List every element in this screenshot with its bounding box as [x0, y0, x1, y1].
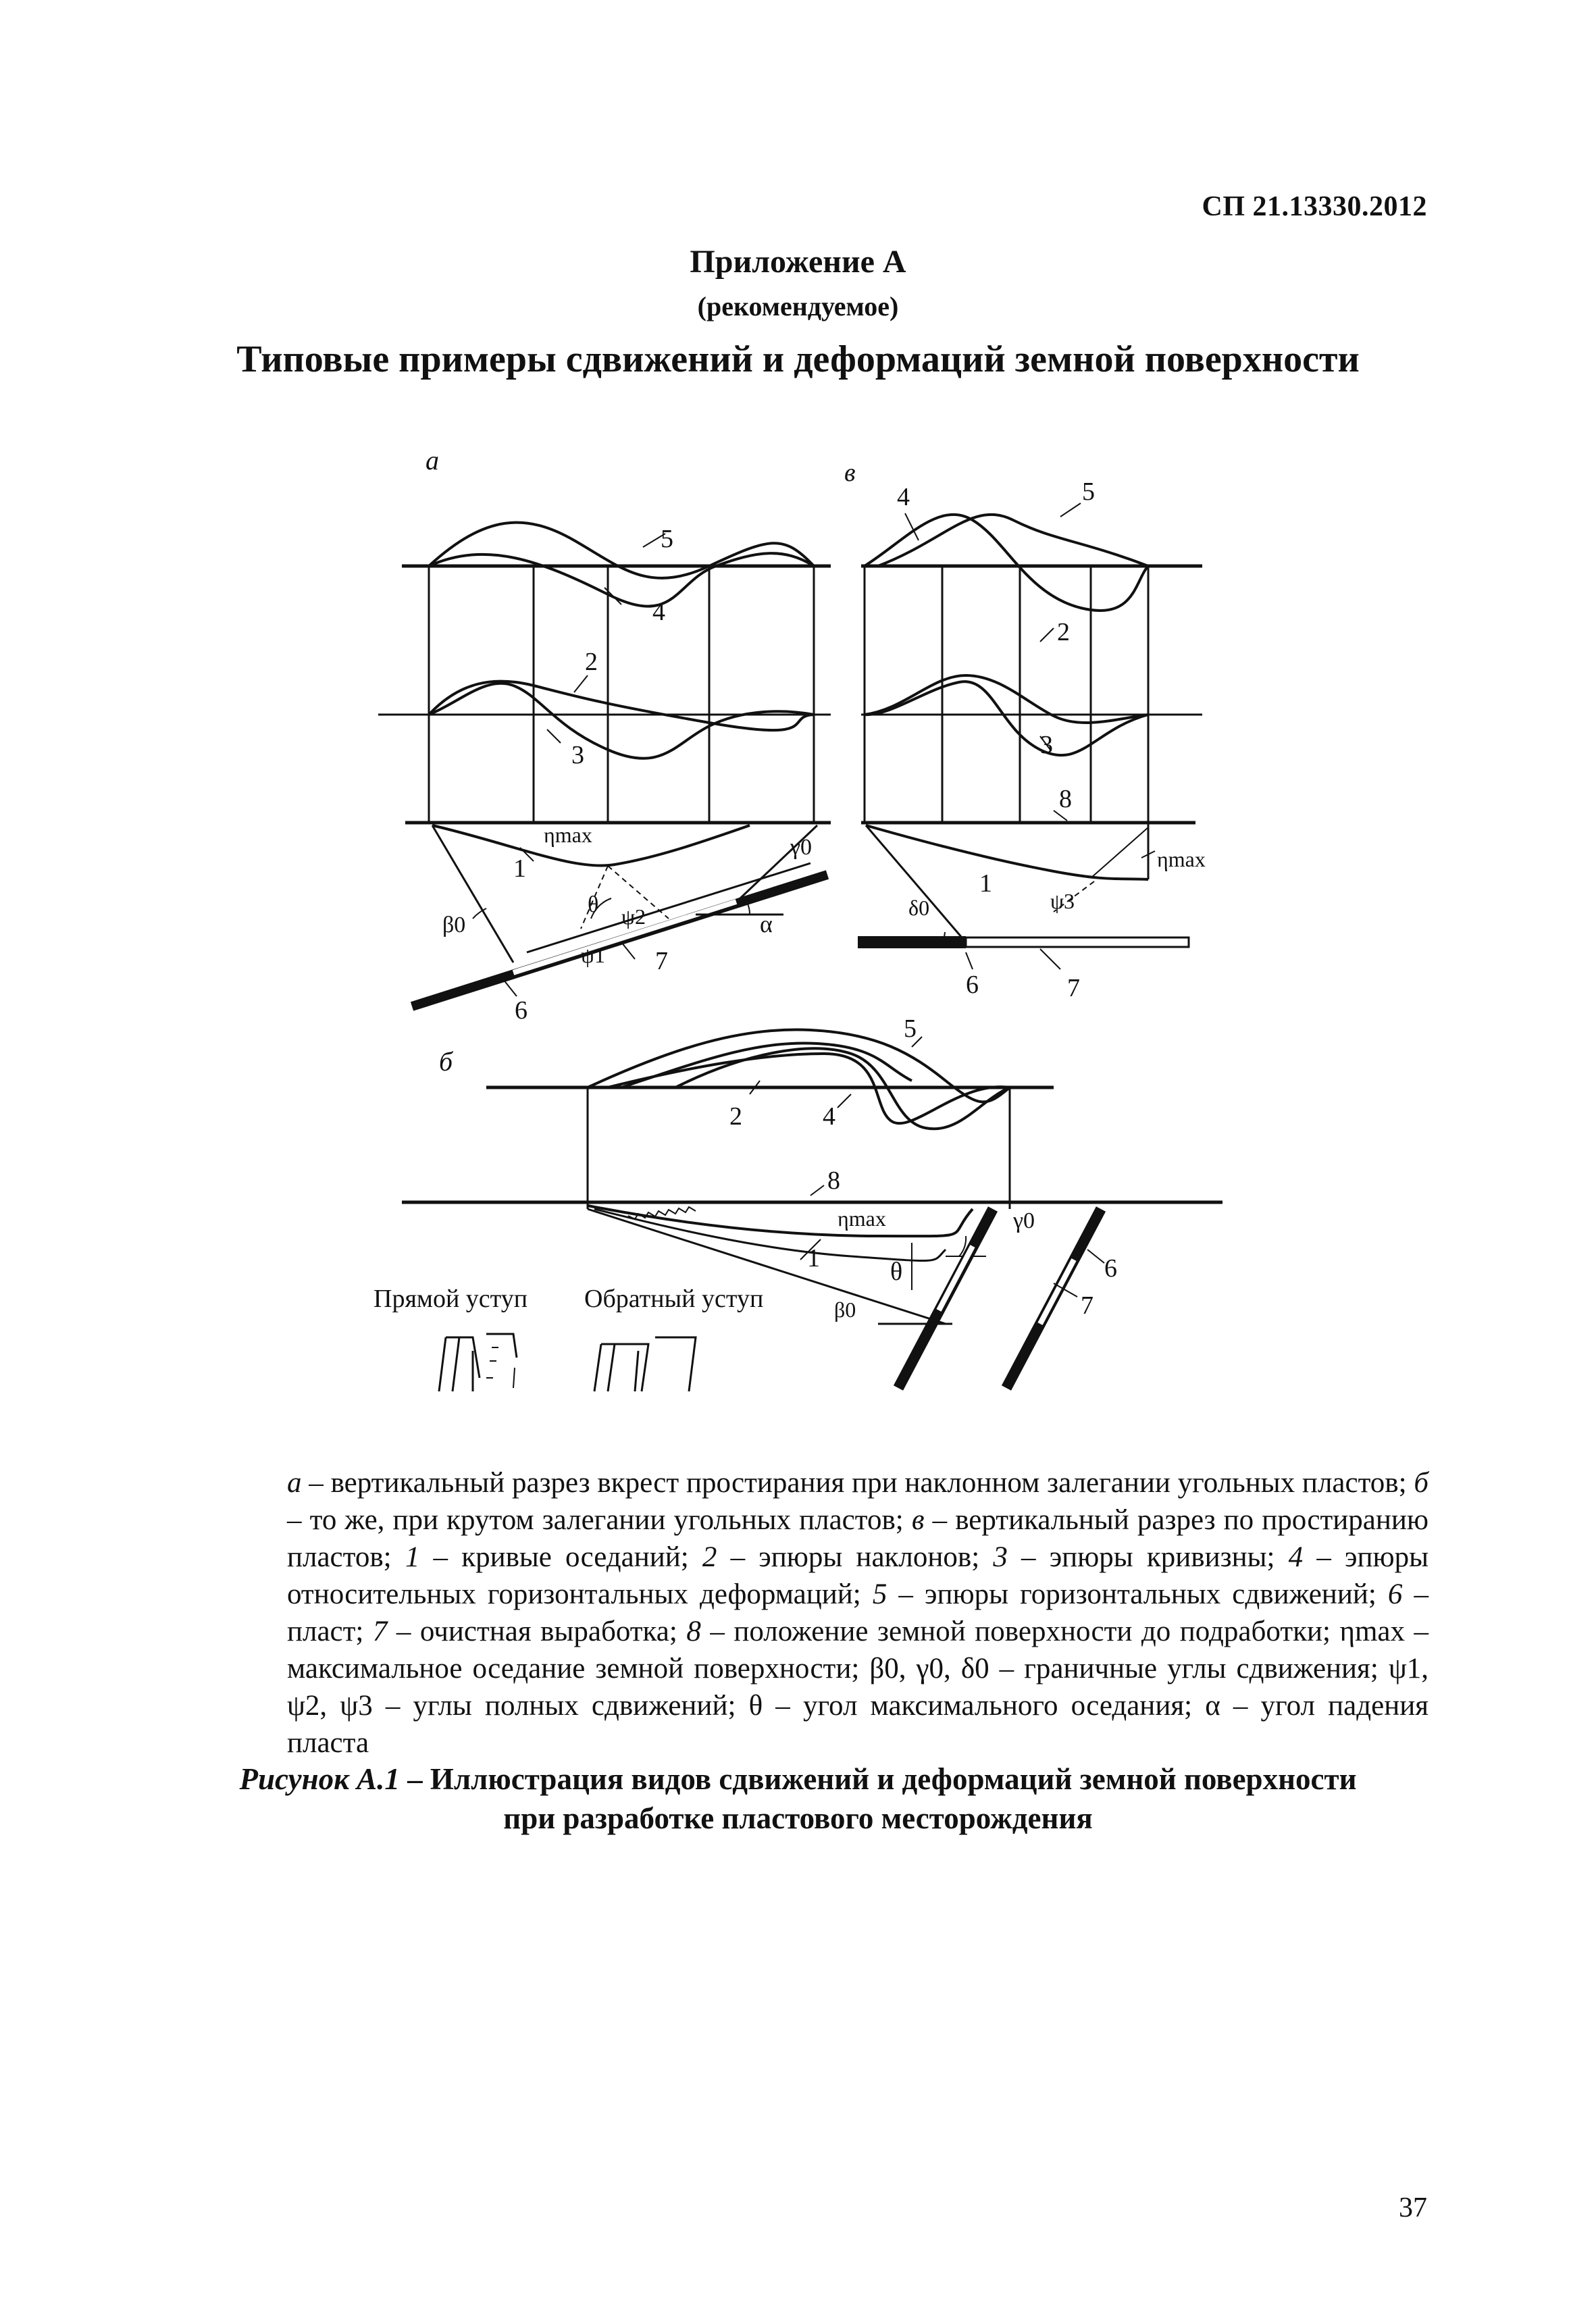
label-b-1: 1 — [807, 1244, 820, 1272]
legend-key-2: 2 — [702, 1541, 717, 1573]
legend-key-7: 7 — [372, 1616, 388, 1647]
label-b-8: 8 — [827, 1166, 840, 1195]
legend-text-7: – очистная выработка; — [387, 1616, 677, 1647]
figure-title-line1: – Иллюстрация видов сдвижений и деформаций земной поверхности — [399, 1762, 1357, 1796]
legend-key-8: 8 — [686, 1616, 701, 1647]
legend-text-v: – вертикальный разрез по простиранию пластов; — [287, 1504, 1428, 1573]
label-a-7: 7 — [655, 947, 668, 975]
figure-title-line2: при разработке пластового месторождения — [503, 1801, 1093, 1835]
label-a-alpha: α — [760, 910, 773, 937]
legend-psi: ψ1, ψ2, ψ3 – углы полных сдвижений; — [287, 1653, 1429, 1722]
label-a-beta0: β0 — [442, 912, 466, 937]
legend-key-4: 4 — [1288, 1541, 1304, 1573]
label-a-6: 6 — [515, 996, 527, 1025]
label-a-eta-max: ηmax — [544, 823, 592, 847]
label-a-5: 5 — [661, 525, 673, 553]
figure-number: Рисунок А.1 — [239, 1762, 400, 1796]
label-b-eta-max: ηmax — [838, 1206, 886, 1231]
label-v-psi3: ψ3 — [1050, 889, 1075, 913]
document-code: СП 21.13330.2012 — [1202, 191, 1427, 222]
label-v-3: 3 — [1040, 731, 1053, 759]
label-b-theta: θ — [890, 1258, 903, 1286]
legend-text-8: – положение земной поверхности до подработки; — [700, 1616, 1331, 1647]
label-a-psi2: ψ2 — [621, 904, 646, 929]
label-a-4: 4 — [652, 598, 665, 626]
label-b-5: 5 — [904, 1014, 917, 1043]
legend-alpha: α – угол падения пласта — [287, 1690, 1429, 1759]
legend-key-1: 1 — [405, 1541, 420, 1573]
label-v-8: 8 — [1059, 785, 1072, 813]
label-v-1: 1 — [979, 869, 992, 898]
label-b-2: 2 — [729, 1102, 742, 1131]
figure-title — [0, 1759, 1596, 1838]
label-b-beta0: β0 — [834, 1297, 856, 1322]
label-b-gamma0: γ0 — [1013, 1208, 1035, 1233]
label-a-2: 2 — [585, 648, 598, 676]
label-v-7: 7 — [1067, 974, 1080, 1002]
legend-eta: ηmax – максимальное оседание земной поверхности; — [287, 1616, 1429, 1685]
legend-angles: β0, γ0, δ0 – граничные углы сдвижения; — [869, 1653, 1379, 1685]
legend-text-3: – эпюры кривизны; — [1007, 1541, 1275, 1573]
legend-key-a: а — [287, 1467, 302, 1499]
legend-text-2: – эпюры наклонов; — [717, 1541, 980, 1573]
legend-text-5: – эпюры горизонтальных сдвижений; — [887, 1578, 1376, 1610]
label-a-theta: θ — [588, 892, 599, 917]
label-v-6: 6 — [966, 971, 979, 999]
legend-key-6: 6 — [1387, 1578, 1403, 1610]
legend-theta: θ – угол максимального оседания; — [748, 1690, 1193, 1722]
label-v-2: 2 — [1057, 618, 1070, 646]
legend-text-a: – вертикальный разрез вкрест простирания при наклонном залегании угольных пластов; — [301, 1467, 1407, 1499]
label-a-psi1: ψ1 — [581, 943, 606, 967]
label-a-gamma0: γ0 — [790, 835, 813, 860]
appendix-title: Приложение А — [690, 244, 906, 280]
label-v-delta0: δ0 — [908, 896, 930, 920]
legend-text-1: – кривые оседаний; — [419, 1541, 689, 1573]
label-a-1: 1 — [513, 854, 526, 883]
appendix-subtitle: (рекомендуемое) — [697, 291, 899, 322]
label-b-4: 4 — [823, 1102, 835, 1131]
legend-key-v: в — [911, 1504, 925, 1536]
legend-key-3: 3 — [993, 1541, 1008, 1573]
label-v-4: 4 — [897, 483, 910, 511]
page-title: Типовые примеры сдвижений и деформаций земной поверхности — [236, 338, 1360, 380]
page-number: 37 — [1399, 2192, 1427, 2223]
panel-b-label: б — [439, 1046, 453, 1077]
step-direct-label: Прямой уступ — [374, 1285, 528, 1313]
label-v-5: 5 — [1082, 478, 1095, 506]
step-reverse-label: Обратный уступ — [584, 1285, 764, 1313]
legend-key-5: 5 — [872, 1578, 887, 1610]
label-v-eta-max: ηmax — [1157, 847, 1206, 871]
label-a-3: 3 — [571, 741, 584, 769]
legend-text-6: – пласт; — [287, 1578, 1429, 1647]
legend-text-4: – эпюры относительных горизонтальных деформаций; — [287, 1541, 1428, 1610]
legend-key-b: б — [1414, 1467, 1428, 1499]
label-b-6: 6 — [1104, 1254, 1117, 1283]
panel-v-label: в — [844, 459, 856, 487]
figure-legend — [287, 1464, 1428, 1762]
panel-a-label: а — [426, 445, 439, 475]
label-b-7: 7 — [1081, 1291, 1093, 1320]
legend-text-b: – то же, при крутом залегании угольных пластов; — [287, 1504, 904, 1536]
